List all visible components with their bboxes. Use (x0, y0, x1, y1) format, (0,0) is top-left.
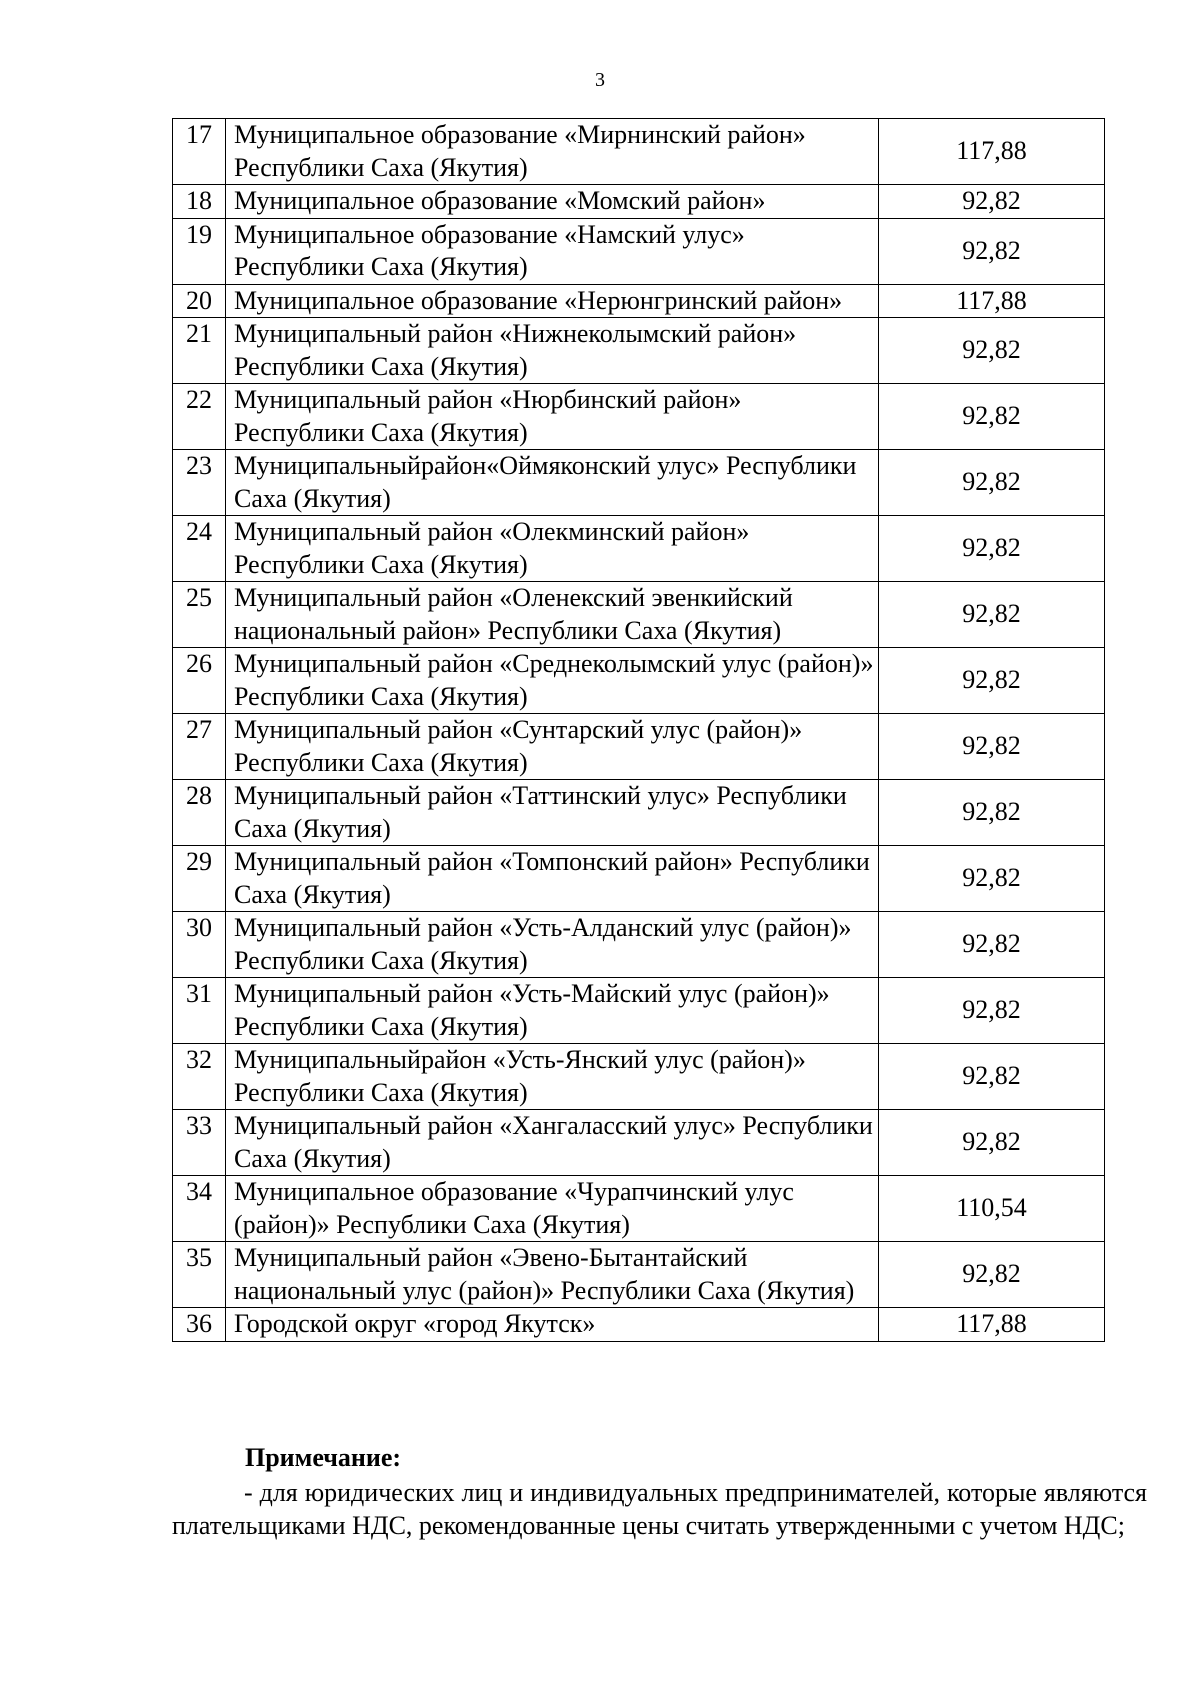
row-number-cell: 22 (173, 384, 226, 450)
municipality-name-cell: Городской округ «город Якутск» (226, 1308, 879, 1342)
row-number-cell: 19 (173, 218, 226, 284)
table-row (173, 284, 1105, 318)
note-text: - для юридических лиц и индивидуальных предпринимателей, которые являются плательщиками НДС, рекомендованные цены считать утвержденными с учетом НДС; (172, 1478, 1147, 1540)
municipality-name-cell: Муниципальныйрайон «Усть-Янский улус (район)» Республики Саха (Якутия) (226, 1044, 879, 1110)
price-cell: 92,82 (879, 218, 1105, 284)
table-row (173, 1308, 1105, 1342)
table-row (173, 780, 1105, 846)
municipality-name-cell: Муниципальное образование «Момский район» (226, 185, 879, 219)
price-cell: 92,82 (879, 714, 1105, 780)
municipality-name-cell: Муниципальный район «Сунтарский улус (район)» Республики Саха (Якутия) (226, 714, 879, 780)
row-number-cell: 27 (173, 714, 226, 780)
table-row (173, 450, 1105, 516)
price-cell: 92,82 (879, 846, 1105, 912)
row-number-cell: 33 (173, 1110, 226, 1176)
price-cell: 117,88 (879, 284, 1105, 318)
municipality-name-cell: Муниципальный район «Хангаласский улус» Республики Саха (Якутия) (226, 1110, 879, 1176)
row-number-cell: 18 (173, 185, 226, 219)
municipality-name-cell: Муниципальный район «Нижнеколымский район» Республики Саха (Якутия) (226, 318, 879, 384)
row-number-cell: 26 (173, 648, 226, 714)
page-number: 3 (595, 69, 605, 91)
price-cell: 92,82 (879, 516, 1105, 582)
row-number-cell: 20 (173, 284, 226, 318)
tariff-table-body (173, 119, 1105, 1342)
municipality-name-cell: Муниципальный район «Эвено-Бытантайский национальный улус (район)» Республики Саха (Якутия) (226, 1242, 879, 1308)
price-cell: 92,82 (879, 185, 1105, 219)
municipality-name-cell: Муниципальное образование «Нерюнгринский район» (226, 284, 879, 318)
price-cell: 92,82 (879, 1044, 1105, 1110)
municipality-name-cell: Муниципальный район «Усть-Майский улус (район)» Республики Саха (Якутия) (226, 978, 879, 1044)
table-row (173, 648, 1105, 714)
municipality-name-cell: Муниципальный район «Томпонский район» Республики Саха (Якутия) (226, 846, 879, 912)
table-row (173, 978, 1105, 1044)
municipality-name-cell: Муниципальный район «Среднеколымский улус (район)» Республики Саха (Якутия) (226, 648, 879, 714)
row-number-cell: 28 (173, 780, 226, 846)
table-row (173, 185, 1105, 219)
tariff-table (172, 118, 1105, 1342)
price-cell: 110,54 (879, 1176, 1105, 1242)
price-cell: 92,82 (879, 648, 1105, 714)
row-number-cell: 32 (173, 1044, 226, 1110)
row-number-cell: 36 (173, 1308, 226, 1342)
row-number-cell: 35 (173, 1242, 226, 1308)
row-number-cell: 34 (173, 1176, 226, 1242)
municipality-name-cell: Муниципальный район «Олекминский район» Республики Саха (Якутия) (226, 516, 879, 582)
municipality-name-cell: Муниципальное образование «Мирнинский район» Республики Саха (Якутия) (226, 119, 879, 185)
table-row (173, 912, 1105, 978)
price-cell: 92,82 (879, 582, 1105, 648)
row-number-cell: 25 (173, 582, 226, 648)
price-cell: 92,82 (879, 450, 1105, 516)
table-row (173, 846, 1105, 912)
table-row (173, 318, 1105, 384)
price-cell: 92,82 (879, 384, 1105, 450)
row-number-cell: 29 (173, 846, 226, 912)
municipality-name-cell: Муниципальный район «Таттинский улус» Республики Саха (Якутия) (226, 780, 879, 846)
table-row (173, 516, 1105, 582)
price-cell: 92,82 (879, 1242, 1105, 1308)
note-heading: Примечание: (245, 1443, 402, 1472)
table-row (173, 1044, 1105, 1110)
row-number-cell: 24 (173, 516, 226, 582)
table-row (173, 1176, 1105, 1242)
row-number-cell: 31 (173, 978, 226, 1044)
price-cell: 92,82 (879, 318, 1105, 384)
table-row (173, 119, 1105, 185)
price-cell: 117,88 (879, 1308, 1105, 1342)
row-number-cell: 21 (173, 318, 226, 384)
price-cell: 117,88 (879, 119, 1105, 185)
row-number-cell: 30 (173, 912, 226, 978)
price-cell: 92,82 (879, 780, 1105, 846)
table-row (173, 714, 1105, 780)
table-row (173, 218, 1105, 284)
municipality-name-cell: Муниципальное образование «Чурапчинский улус (район)» Республики Саха (Якутия) (226, 1176, 879, 1242)
municipality-name-cell: Муниципальное образование «Намский улус» Республики Саха (Якутия) (226, 218, 879, 284)
municipality-name-cell: Муниципальный район «Нюрбинский район» Республики Саха (Якутия) (226, 384, 879, 450)
table-row (173, 384, 1105, 450)
table-row (173, 1242, 1105, 1308)
row-number-cell: 17 (173, 119, 226, 185)
price-cell: 92,82 (879, 912, 1105, 978)
municipality-name-cell: Муниципальныйрайон«Оймяконский улус» Республики Саха (Якутия) (226, 450, 879, 516)
table-row (173, 1110, 1105, 1176)
table-row (173, 582, 1105, 648)
price-cell: 92,82 (879, 978, 1105, 1044)
municipality-name-cell: Муниципальный район «Оленекский эвенкийский национальный район» Республики Саха (Якутия) (226, 582, 879, 648)
municipality-name-cell: Муниципальный район «Усть-Алданский улус (район)» Республики Саха (Якутия) (226, 912, 879, 978)
row-number-cell: 23 (173, 450, 226, 516)
price-cell: 92,82 (879, 1110, 1105, 1176)
